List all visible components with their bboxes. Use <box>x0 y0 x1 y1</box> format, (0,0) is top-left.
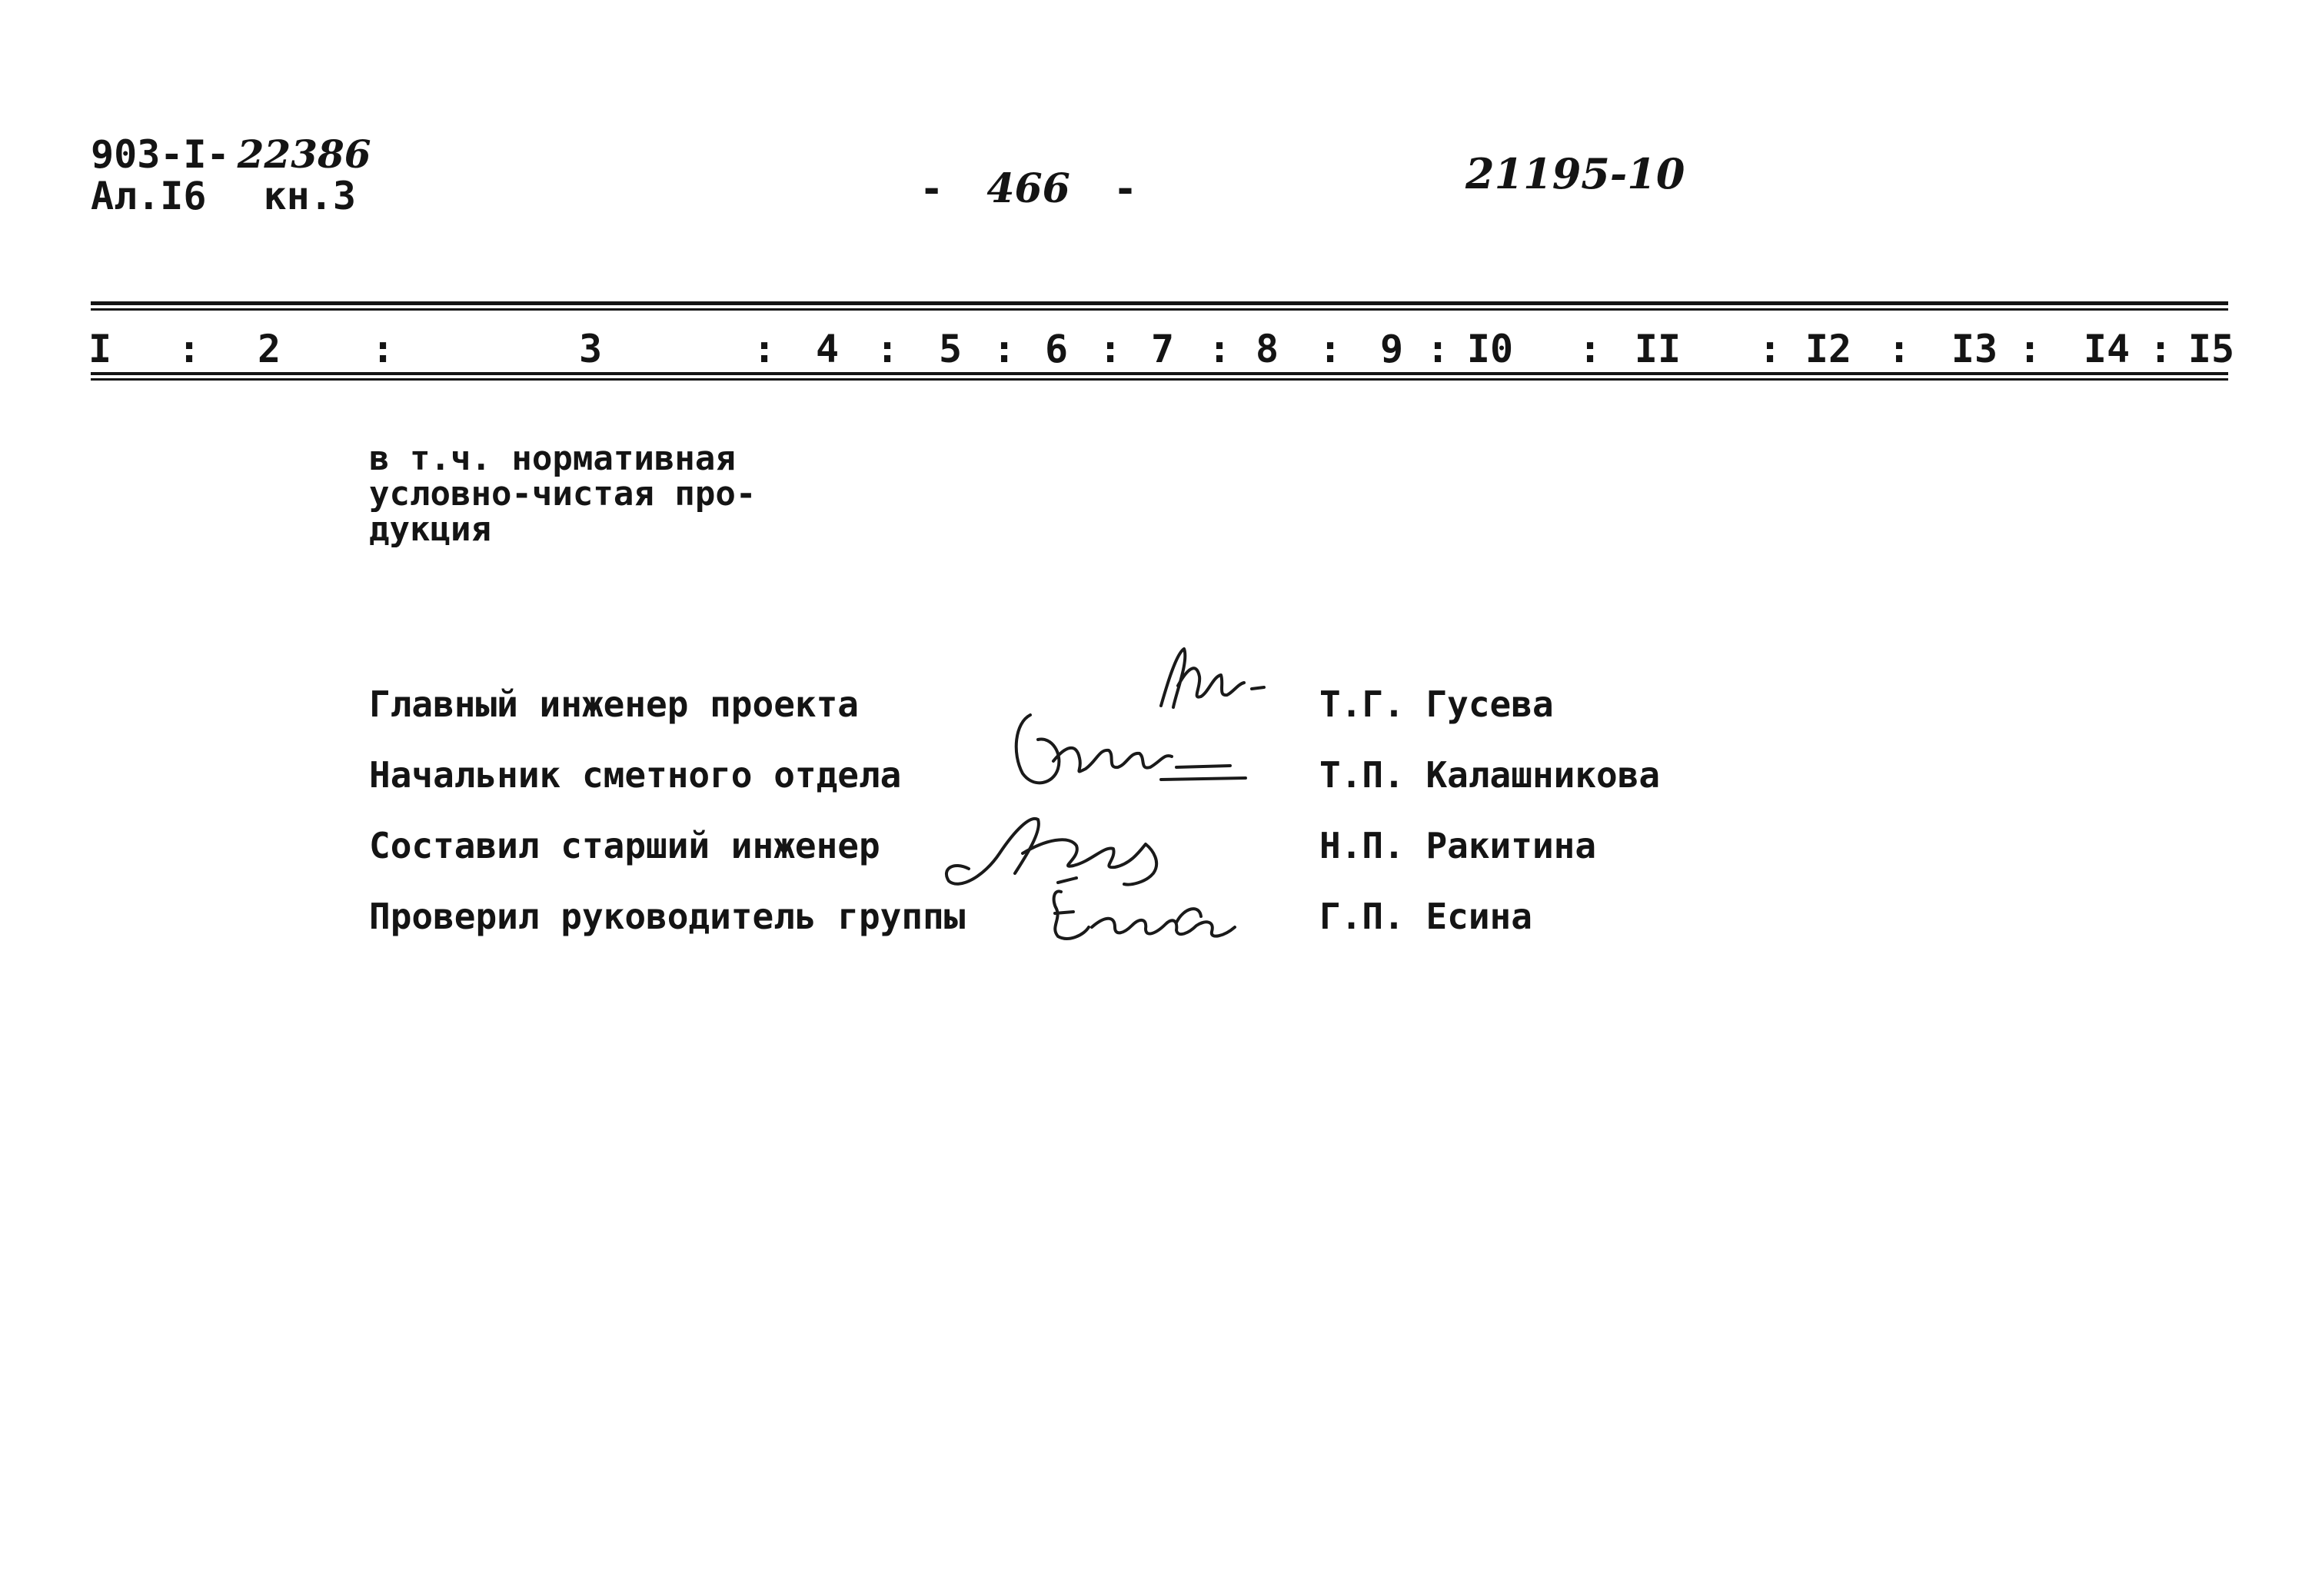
note-line: дукция <box>369 510 491 549</box>
column-number: I5 <box>2187 327 2235 371</box>
page-dash-right: - <box>1113 166 1138 212</box>
page-number <box>920 165 1138 212</box>
column-number: I <box>88 327 112 371</box>
note-line: условно-чистая про- <box>369 474 757 514</box>
column-separator: : <box>1758 327 1782 371</box>
header-rule-top-inner <box>91 308 2228 311</box>
header-rule-bottom <box>91 372 2228 375</box>
column-number: I0 <box>1466 327 1514 371</box>
series-code: 903-I- <box>91 132 230 177</box>
column-separator: : <box>752 327 777 371</box>
signatory-title: Начальник сметного отдела <box>369 754 902 796</box>
signature-rakitina <box>946 819 1156 885</box>
column-separator: : <box>2018 327 2042 371</box>
column-number: 6 <box>1044 327 1069 371</box>
column-number: 2 <box>257 327 281 371</box>
sheet-code: 21195-10 <box>1465 149 1685 198</box>
document-code <box>91 131 371 177</box>
book-number: кн.3 <box>263 174 356 218</box>
signatory-title: Составил старший инженер <box>369 825 880 866</box>
column-separator: : <box>177 327 201 371</box>
column-separator: : <box>2148 327 2173 371</box>
column-number: 7 <box>1150 327 1175 371</box>
column-number: I2 <box>1805 327 1852 371</box>
column-separator: : <box>1207 327 1232 371</box>
series-code-handwritten: 22386 <box>237 131 371 177</box>
column-number: II <box>1634 327 1682 371</box>
signatory-name: Т.П. Калашникова <box>1319 754 1661 796</box>
header-rule-bottom-inner <box>91 378 2228 381</box>
column-separator: : <box>1887 327 1911 371</box>
column-separator: : <box>1578 327 1602 371</box>
signature-kalashnikova <box>1016 715 1246 783</box>
signatory-title: Проверил руководитель группы <box>369 896 966 937</box>
column-number: I3 <box>1951 327 1998 371</box>
column-number: 8 <box>1255 327 1279 371</box>
column-number: 3 <box>578 327 603 371</box>
signatory-title: Главный инженер проекта <box>369 683 859 725</box>
page-number-value: 466 <box>986 165 1070 212</box>
signatory-name: Т.Г. Гусева <box>1319 683 1554 725</box>
column-separator: : <box>1318 327 1342 371</box>
column-separator: : <box>1425 327 1450 371</box>
column-number: I4 <box>2083 327 2131 371</box>
column-number: 5 <box>938 327 963 371</box>
signatures-block <box>923 638 1307 961</box>
note-text <box>369 441 756 547</box>
column-number: 4 <box>815 327 840 371</box>
signature-gusev <box>1161 649 1264 707</box>
signatory-name: Н.П. Ракитина <box>1319 825 1597 866</box>
signatory-name: Г.П. Есина <box>1319 896 1532 937</box>
column-separator: : <box>1098 327 1123 371</box>
note-line: в т.ч. нормативная <box>369 439 736 478</box>
column-separator: : <box>992 327 1016 371</box>
signature-esina <box>1054 878 1235 939</box>
header-rule-top <box>91 301 2228 305</box>
album-number: Ал.I6 <box>91 174 207 218</box>
page-dash-left: - <box>920 166 944 212</box>
album-book-line <box>91 175 356 217</box>
column-separator: : <box>371 327 395 371</box>
column-number: 9 <box>1379 327 1404 371</box>
column-separator: : <box>875 327 900 371</box>
